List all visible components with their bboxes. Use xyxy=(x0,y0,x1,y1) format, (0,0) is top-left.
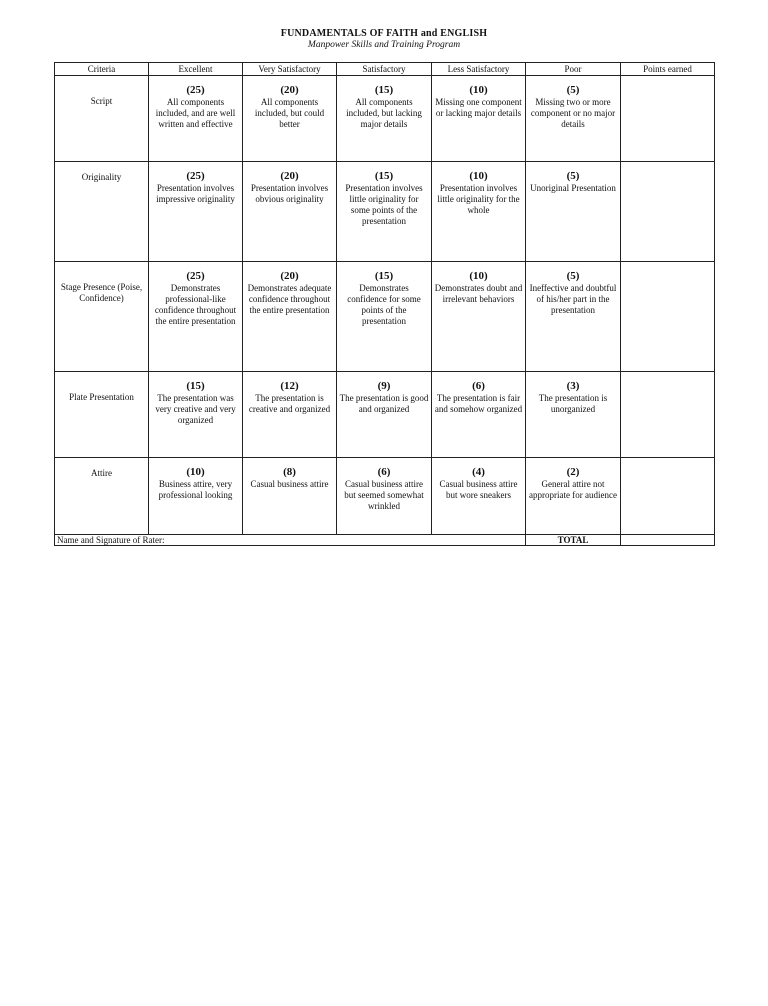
column-header-criteria: Criteria xyxy=(55,63,149,76)
rating-description: Casual business attire but wore sneakers xyxy=(439,479,518,500)
rater-signature-cell[interactable] xyxy=(55,535,526,546)
score-value: (4) xyxy=(472,466,485,478)
rating-description: Ineffective and doubtful of his/her part in the presentation xyxy=(529,283,617,315)
rating-description: All components included, and are well written and effective xyxy=(155,97,236,129)
score-value: (15) xyxy=(374,270,394,282)
criteria-cell xyxy=(55,162,149,262)
rating-description: Missing one component or lacking major details xyxy=(435,97,522,118)
column-header-satisfactory: Satisfactory xyxy=(337,63,432,76)
rating-description: Casual business attire but seemed somewhat wrinkled xyxy=(344,479,424,511)
rating-cell xyxy=(432,76,526,162)
rating-description: Business attire, very professional looking xyxy=(158,479,233,500)
rating-description: Demonstrates confidence for some points of the presentation xyxy=(347,283,421,326)
score-value: (5) xyxy=(566,270,580,282)
rating-cell xyxy=(526,162,621,262)
score-value: (6) xyxy=(377,466,391,478)
column-header-excellent: Excellent xyxy=(149,63,243,76)
rating-cell xyxy=(526,372,621,458)
rating-cell xyxy=(243,162,337,262)
document-title: FUNDAMENTALS OF FAITH and ENGLISH xyxy=(280,28,488,39)
score-value: (6) xyxy=(472,380,485,392)
criteria-cell xyxy=(55,76,149,162)
rating-cell xyxy=(432,372,526,458)
rating-description: Demonstrates adequate confidence throughout the entire presentation xyxy=(247,283,332,315)
points-earned-cell[interactable] xyxy=(621,372,715,458)
rubric-table xyxy=(54,62,715,546)
rating-description: Presentation involves little originality for the whole xyxy=(437,183,520,215)
rating-description: The presentation is creative and organized xyxy=(248,393,331,414)
rating-description: The presentation is good and organized xyxy=(339,393,429,414)
rating-cell xyxy=(432,262,526,372)
rating-description: The presentation is fair and somehow organized xyxy=(434,393,523,414)
rating-cell xyxy=(337,372,432,458)
score-value: (20) xyxy=(280,170,299,182)
rating-description: Casual business attire xyxy=(250,479,329,489)
score-value: (5) xyxy=(566,84,580,96)
rating-cell xyxy=(526,262,621,372)
rating-cell xyxy=(337,458,432,535)
table-row-originality xyxy=(55,162,715,262)
total-label: TOTAL xyxy=(557,535,589,545)
rating-cell xyxy=(337,76,432,162)
rating-cell xyxy=(149,262,243,372)
rating-cell xyxy=(432,458,526,535)
table-row-stage-presence xyxy=(55,262,715,372)
rating-description: All components included, but could better xyxy=(254,97,325,129)
score-value: (15) xyxy=(374,84,394,96)
score-value: (12) xyxy=(280,380,299,392)
rating-description: Demonstrates doubt and irrelevant behaviors xyxy=(434,283,523,304)
score-value: (20) xyxy=(280,270,299,282)
score-value: (10) xyxy=(469,270,488,282)
criteria-label: Script xyxy=(90,96,113,106)
score-value: (9) xyxy=(377,380,391,392)
score-value: (20) xyxy=(280,84,299,96)
score-value: (10) xyxy=(469,84,488,96)
rating-description: Demonstrates professional-like confidence throughout the entire presentation xyxy=(154,283,237,326)
rating-cell xyxy=(149,458,243,535)
rating-description: Unoriginal Presentation xyxy=(530,183,616,193)
score-value: (25) xyxy=(186,270,205,282)
column-header-points-earned: Points earned xyxy=(621,63,715,76)
rating-description: General attire not appropriate for audience xyxy=(529,479,617,500)
score-value: (10) xyxy=(469,170,488,182)
rater-label: Name and Signature of Rater: xyxy=(57,535,165,545)
rating-description: Missing two or more component or no major details xyxy=(530,97,616,129)
rating-cell xyxy=(149,76,243,162)
total-points-cell[interactable] xyxy=(621,535,715,546)
rating-cell xyxy=(432,162,526,262)
criteria-label: Attire xyxy=(91,468,112,478)
total-label-cell xyxy=(526,535,621,546)
rating-description: The presentation was very creative and very organized xyxy=(155,393,236,425)
rating-cell xyxy=(337,262,432,372)
rating-description: Presentation involves little originality for some points of the presentation xyxy=(345,183,423,226)
score-value: (10) xyxy=(186,466,205,478)
score-value: (8) xyxy=(283,466,296,478)
score-value: (25) xyxy=(186,84,205,96)
rating-description: Presentation involves obvious originality xyxy=(250,183,329,204)
score-value: (5) xyxy=(566,170,580,182)
rating-cell xyxy=(243,458,337,535)
rating-cell xyxy=(149,372,243,458)
score-value: (15) xyxy=(374,170,394,182)
rating-description: All components included, but lacking major details xyxy=(346,97,422,129)
score-value: (25) xyxy=(186,170,205,182)
criteria-cell xyxy=(55,372,149,458)
column-header-poor: Poor xyxy=(526,63,621,76)
rating-cell xyxy=(337,162,432,262)
criteria-label: Plate Presentation xyxy=(69,392,134,402)
document-subtitle: Manpower Skills and Training Program xyxy=(307,40,461,50)
points-earned-cell[interactable] xyxy=(621,458,715,535)
rating-cell xyxy=(526,76,621,162)
rating-cell xyxy=(243,262,337,372)
rating-description: Presentation involves impressive originality xyxy=(156,183,235,204)
rating-cell xyxy=(243,76,337,162)
rating-cell xyxy=(149,162,243,262)
criteria-label: Originality xyxy=(81,172,122,182)
header-row xyxy=(55,63,715,76)
criteria-cell xyxy=(55,262,149,372)
points-earned-cell[interactable] xyxy=(621,162,715,262)
table-row-attire xyxy=(55,458,715,535)
score-value: (15) xyxy=(186,380,205,392)
rating-cell xyxy=(243,372,337,458)
criteria-label: Stage Presence (Poise, Confidence) xyxy=(60,282,143,303)
column-header-very-satisfactory: Very Satisfactory xyxy=(243,63,337,76)
footer-row xyxy=(55,535,715,546)
rating-cell xyxy=(526,458,621,535)
table-row-script xyxy=(55,76,715,162)
score-value: (2) xyxy=(566,466,580,478)
column-header-less-satisfactory: Less Satisfactory xyxy=(432,63,526,76)
score-value: (3) xyxy=(566,380,580,392)
criteria-cell xyxy=(55,458,149,535)
points-earned-cell[interactable] xyxy=(621,76,715,162)
points-earned-cell[interactable] xyxy=(621,262,715,372)
table-row-plate-presentation xyxy=(55,372,715,458)
rating-description: The presentation is unorganized xyxy=(538,393,608,414)
